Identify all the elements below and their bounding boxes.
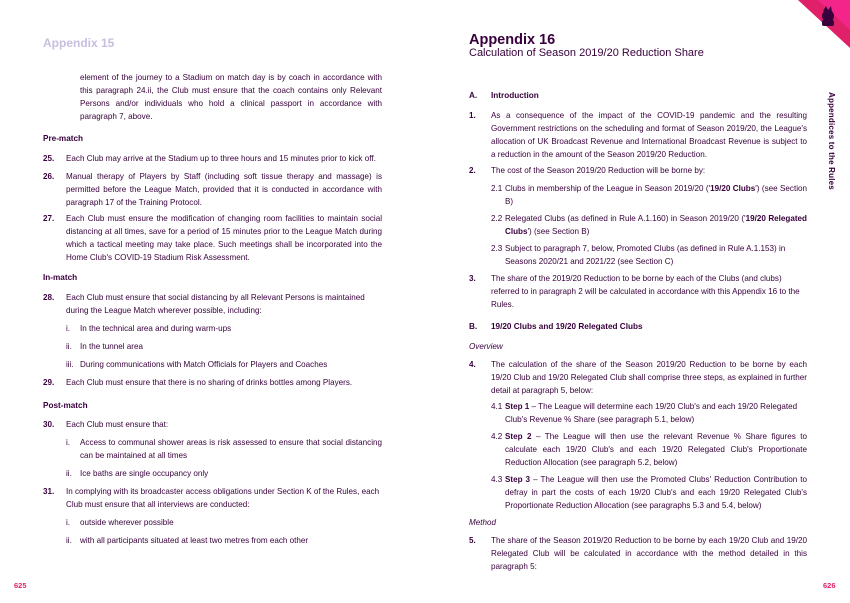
para-2: The cost of the Season 2019/20 Reduction will be borne by: [491,166,706,175]
para-number: 29. [43,378,55,387]
left-page-header: Appendix 15 [43,36,115,50]
para-number: 30. [43,420,55,429]
para-5: The share of the Season 2019/20 Reduction to be borne by each 19/20 Club and 19/20 Relegated Club will be calculated in accordance with the method detailed in this paragraph 5: [491,536,807,571]
list-marker: ii. [66,469,72,478]
para-28-i: In the technical area and during warm-ups [80,324,232,333]
sub-number: 4.2 [491,432,503,441]
list-marker: i. [66,438,71,447]
para-number: 4. [469,360,476,369]
para-28-iii: During communications with Match Officials for Players and Coaches [80,360,328,369]
method-subheading: Method [469,518,496,527]
para-number: 26. [43,172,55,181]
list-marker: i. [66,324,71,333]
post-match-heading: Post-match [43,401,88,410]
para-number: 3. [469,274,476,283]
list-marker: ii. [66,342,72,351]
para-2-3: Subject to paragraph 7, below, Promoted Clubs (as defined in Rule A.1.153) in Seasons 2020/21 and 2021/22 (see Section C) [505,244,786,266]
para-2-1: Clubs in membership of the League in Season 2019/20 ('19/20 Clubs') (see Section B) [505,184,807,206]
para-25: Each Club may arrive at the Stadium up to three hours and 15 minutes prior to kick off. [66,154,376,163]
para-30-ii: Ice baths are single occupancy only [80,469,209,478]
side-tab-label: Appendices to the Rules [827,92,836,190]
sub-number: 2.2 [491,214,503,223]
clubs-heading: 19/20 Clubs and 19/20 Relegated Clubs [491,322,643,331]
section-letter: B. [469,322,478,331]
para-number: 5. [469,536,476,545]
para-30: Each Club must ensure that: [66,420,169,429]
sub-number: 2.1 [491,184,503,193]
para-27: Each Club must ensure the modification of changing room facilities to maintain social distancing at all times, save for a period of 15 minutes prior to the League Match during which a tactical meeting may take place. Such meetings shall be incorporated into the Home Club's COVID-19 Stadium Risk Assessment. [66,214,382,262]
para-number: 28. [43,293,55,302]
sub-number: 4.1 [491,402,503,411]
section-letter: A. [469,91,478,100]
para-4-3: Step 3 – The League will then use the Promoted Clubs' Reduction Contribution to defray in part the costs of each 19/20 Club's and each 19/20 Relegated Club's Proportionate Reduction Allocation (see paragraphs 5.3 and 5.4, below) [505,475,807,510]
list-marker: ii. [66,536,72,545]
sub-number: 2.3 [491,244,503,253]
right-page-header: Appendix 16 [469,32,556,48]
left-intro-paragraph: element of the journey to a Stadium on match day is by coach in accordance with this paragraph 24.ii, the Club must ensure that the coach contains only Relevant Persons and/or individuals who hold a clinical passport in accordance with paragraph 7, above. [80,73,382,121]
para-4-2: Step 2 – The League will then use the relevant Revenue % Share figures to calculate each 19/20 Club's and each 19/20 Relegated Club's Proportionate Reduction Allocation (see paragraph 5.2, below) [505,432,807,467]
para-number: 25. [43,154,55,163]
para-number: 1. [469,111,476,120]
para-1: As a consequence of the impact of the COVID-19 pandemic and the resulting Government restrictions on the scheduling and format of Season 2019/20, the League's allocation of UK Broadcast Revenue and International Broadcast Revenue is subject to a reduction in the amount of the Season 2019/20 Reduction. [491,111,807,159]
overview-subheading: Overview [469,342,503,351]
para-number: 2. [469,166,476,175]
list-marker: i. [66,518,71,527]
para-31-i: outside wherever possible [80,518,174,527]
para-26: Manual therapy of Players by Staff (including soft tissue therapy and massage) is permitted before the League Match, provided that it is conducted in accordance with paragraph 17 of the Training Protocol. [66,172,382,207]
para-number: 27. [43,214,55,223]
para-4-1: Step 1 – The League will determine each 19/20 Club's and each 19/20 Relegated Club's Revenue % Share (see paragraph 5.1, below) [505,402,798,424]
left-page-number: 625 [14,581,27,590]
para-31-ii: with all participants situated at least two metres from each other [80,536,309,545]
pre-match-heading: Pre-match [43,134,84,143]
para-31: In complying with its broadcaster access obligations under Section K of the Rules, each Club must ensure that all interviews are conducted: [66,487,380,509]
right-page-subtitle: Calculation of Season 2019/20 Reduction Share [469,47,704,59]
para-number: 31. [43,487,55,496]
para-3: The share of the 2019/20 Reduction to be borne by each of the Clubs (and clubs) referred to in paragraph 2 will be calculated in accordance with this Appendix 16 to the Rules. [491,274,800,309]
para-2-2: Relegated Clubs (as defined in Rule A.1.160) in Season 2019/20 ('19/20 Relegated Clubs') (see Section B) [505,214,807,236]
para-28: Each Club must ensure that social distancing by all Relevant Persons is maintained during the League Match wherever possible, including: [66,293,365,315]
in-match-heading: In-match [43,273,78,282]
para-4: The calculation of the share of the Season 2019/20 Reduction to be borne by each 19/20 Club and 19/20 Relegated Club shall comprise three steps, as explained in further detail at paragraph 5, below: [491,360,807,395]
sub-number: 4.3 [491,475,503,484]
para-28-ii: In the tunnel area [80,342,143,351]
list-marker: iii. [66,360,74,369]
right-page-number: 626 [823,581,836,590]
para-29: Each Club must ensure that there is no sharing of drinks bottles among Players. [66,378,353,387]
introduction-heading: Introduction [491,91,539,100]
corner-brand-graphic [798,0,850,48]
para-30-i: Access to communal shower areas is risk assessed to ensure that social distancing can be maintained at all times [80,438,382,460]
